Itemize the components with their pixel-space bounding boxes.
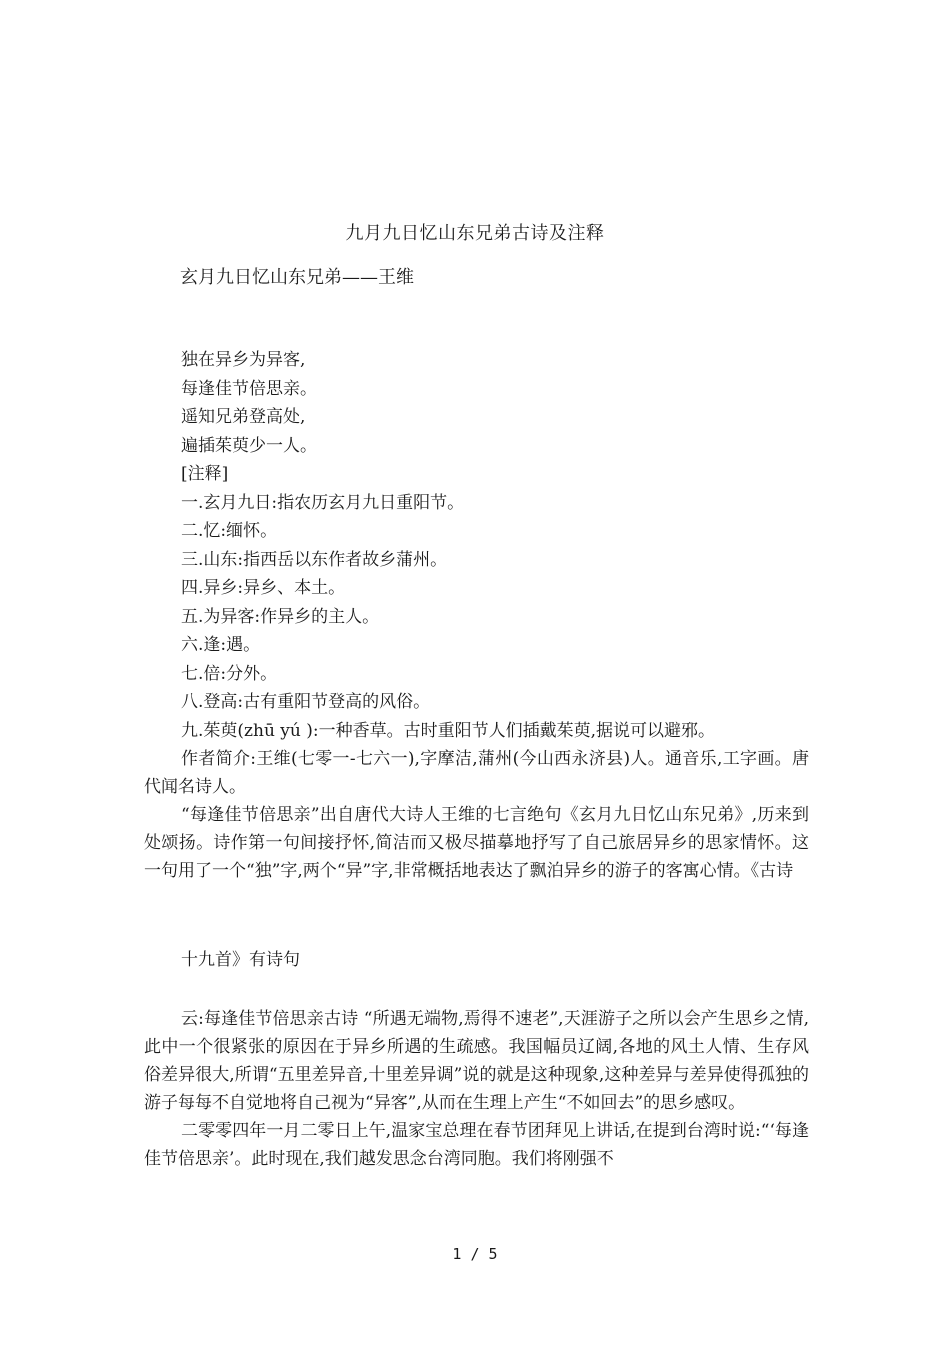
note-item: 九.茱萸(zhū yú ):一种香草。古时重阳节人们插戴茱萸,据说可以避邪。 [181, 720, 716, 741]
poem-line: 遥知兄弟登高处, [181, 407, 306, 427]
poem-subtitle: 玄月九日忆山东兄弟——王维 [180, 267, 414, 288]
body-paragraph: 云:每逢佳节倍思亲古诗 “所遇无端物,焉得不速老”,天涯游子之所以会产生思乡之情,此中一个很紧张的原因在于异乡所遇的生疏感。我国幅员辽阔,各地的风土人情、生存风俗差异很大,所谓“五里差异音,十里差异调”说的就是这种现象,这种差异与差异使得孤独的游子每每不自觉地将自己视为“异客”,从而在生理上产生“不如回去”的思乡感叹。 [144, 1009, 809, 1113]
body-section-2 [144, 946, 809, 974]
note-item: 七.倍:分外。 [181, 663, 278, 684]
poem-line: 每逢佳节倍思亲。 [181, 378, 317, 399]
note-item: 五.为异客:作异乡的主人。 [181, 606, 380, 627]
note-item: 一.玄月九日:指农历玄月九日重阳节。 [181, 492, 465, 513]
page-number: 1 / 5 [452, 1245, 498, 1263]
body-paragraph: 十九首》有诗句 [181, 950, 300, 970]
note-item: 三.山东:指西岳以东作者故乡蒲州。 [181, 549, 448, 570]
note-item: 四.异乡:异乡、本土。 [181, 578, 346, 598]
note-item: 六.逢:遇。 [181, 635, 261, 655]
note-item: 二.忆:缅怀。 [181, 521, 278, 541]
body-paragraph: “每逢佳节倍思亲”出自唐代大诗人王维的七言绝句《玄月九日忆山东兄弟》,历来到处颂扬。诗作第一句间接抒怀,简洁而又极尽描摹地抒写了自己旅居异乡的思家情怀。这一句用了一个“独”字,两个“异”字,非常概括地表达了飘泊异乡的游子的客寓心情。《古诗 [144, 805, 809, 881]
poem-line: 遍插茱萸少一人。 [181, 435, 317, 456]
notes-heading: [注释] [181, 464, 229, 484]
document-title: 九月九日忆山东兄弟古诗及注释 [345, 223, 605, 244]
poem-and-notes [144, 346, 809, 885]
body-section-3 [144, 1005, 809, 1173]
note-item: 八.登高:古有重阳节登高的风俗。 [181, 692, 431, 712]
body-paragraph: 二零零四年一月二零日上午,温家宝总理在春节团拜见上讲话,在提到台湾时说:“‘每逢佳节倍思亲’。此时现在,我们越发思念台湾同胞。我们将刚强不 [144, 1121, 809, 1169]
author-intro: 作者简介:王维(七零一-七六一),字摩洁,蒲州(今山西永济县)人。通音乐,工字画。唐代闻名诗人。 [144, 749, 809, 797]
poem-line: 独在异乡为异客, [181, 350, 306, 370]
